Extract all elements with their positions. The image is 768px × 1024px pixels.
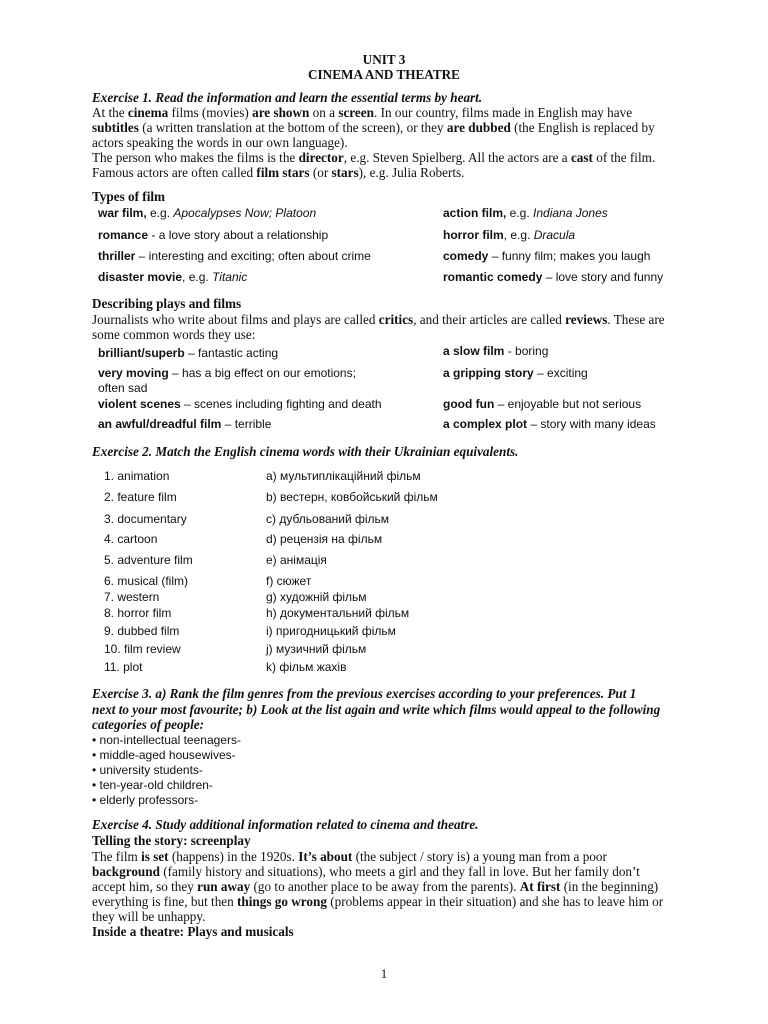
audience-list: [92, 733, 241, 808]
text-run: 9. dubbed film: [104, 624, 180, 638]
text-run: e.g.: [506, 206, 534, 220]
text-run: films (movies): [168, 105, 253, 120]
text-run: a) мультиплікаційний фільм: [266, 469, 421, 483]
text-run: – story with many ideas: [527, 417, 656, 431]
text-line: [92, 849, 722, 864]
text-run: disaster movie: [98, 270, 183, 284]
english-term: [104, 624, 179, 639]
text-run: (problems appear in their situation) and she has to leave him or: [326, 894, 664, 909]
text-run: action film,: [443, 206, 507, 220]
text-run: Dracula: [533, 228, 576, 242]
text-run: Apocalypses Now; Platoon: [173, 206, 317, 220]
text-run: a complex plot: [443, 417, 528, 431]
text-line: [92, 105, 722, 120]
english-term: [104, 590, 159, 605]
english-term: [104, 606, 171, 621]
film-type-item: [443, 249, 650, 264]
text-run: 11. plot: [104, 660, 143, 674]
ukrainian-term: [266, 512, 389, 527]
text-run: is set: [141, 849, 169, 864]
text-run: a slow film: [443, 344, 505, 358]
text-run: (or: [309, 165, 332, 180]
text-run: stars: [331, 165, 359, 180]
list-item: • university students-: [92, 763, 203, 777]
screenplay-paragraph: [92, 849, 722, 924]
text-run: romantic comedy: [443, 270, 543, 284]
description-term: [443, 344, 548, 359]
ukrainian-term: [266, 624, 396, 639]
text-run: , e.g. Steven Spielberg. All the actors are a: [343, 150, 571, 165]
exercise-1-heading: Exercise 1. Read the information and learn the essential terms by heart.: [92, 90, 483, 105]
english-term: [104, 532, 157, 547]
ukrainian-term: [266, 660, 346, 675]
exercise-3-heading-line-3: categories of people:: [92, 717, 205, 732]
describing-heading: Describing plays and films: [92, 296, 242, 311]
text-run: At first: [519, 879, 561, 894]
list-item: • ten-year-old children-: [92, 778, 213, 792]
text-run: , e.g.: [182, 270, 213, 284]
text-run: things go wrong: [237, 894, 327, 909]
text-run: h) документальний фільм: [266, 606, 410, 620]
film-type-item: [98, 270, 247, 285]
film-type-item: [443, 228, 575, 243]
text-run: , and their articles are called: [413, 312, 566, 327]
exercise-3-heading-line-2: next to your most favourite; b) Look at the list again and write which films would appeal to the following: [92, 702, 661, 717]
text-run: g) художній фільм: [266, 590, 367, 604]
text-run: – interesting and exciting; often about crime: [135, 249, 371, 263]
english-term: [104, 660, 142, 675]
description-term: [98, 397, 382, 412]
text-run: director: [298, 150, 344, 165]
text-run: often sad: [98, 381, 148, 395]
text-run: brilliant/superb: [98, 346, 185, 360]
english-term: [104, 642, 181, 657]
film-type-item: [98, 249, 371, 264]
text-run: 10. film review: [104, 642, 181, 656]
text-run: Indiana Jones: [533, 206, 608, 220]
text-run: comedy: [443, 249, 489, 263]
exercise-4-heading: Exercise 4. Study additional information related to cinema and theatre.: [92, 817, 479, 832]
text-run: actors speaking the words in our own language).: [92, 135, 348, 150]
description-term: [443, 417, 656, 432]
text-run: (a written translation at the bottom of the screen), or they: [138, 120, 447, 135]
text-run: - a love story about a relationship: [148, 228, 329, 242]
text-run: screen: [338, 105, 374, 120]
text-run: (the English is replaced by: [510, 120, 655, 135]
text-run: a gripping story: [443, 366, 534, 380]
text-line: [92, 150, 722, 165]
text-line: [92, 864, 722, 879]
text-run: Famous actors are often called: [92, 165, 257, 180]
text-run: j) музичний фільм: [266, 642, 367, 656]
text-run: romance: [98, 228, 149, 242]
english-term: [104, 553, 193, 568]
text-run: . These are: [607, 312, 665, 327]
text-run: 4. cartoon: [104, 532, 158, 546]
text-run: – fantastic acting: [184, 346, 279, 360]
text-run: . In our country, films made in English may have: [373, 105, 633, 120]
text-line: [92, 312, 722, 327]
text-run: an awful/dreadful film: [98, 417, 222, 431]
list-item: • middle-aged housewives-: [92, 748, 236, 762]
page-title: CINEMA AND THEATRE: [308, 67, 460, 82]
text-run: ), e.g. Julia Roberts.: [358, 165, 465, 180]
text-run: c) дубльований фільм: [266, 512, 390, 526]
text-run: violent scenes: [98, 397, 181, 411]
text-run: cinema: [127, 105, 169, 120]
english-term: [104, 490, 177, 505]
text-run: (family history and situations), who meets a girl and they fall in love. But her family don’t: [159, 864, 640, 879]
text-line: [92, 879, 722, 894]
text-line: [92, 894, 722, 909]
text-run: on a: [309, 105, 339, 120]
screenplay-heading: Telling the story: screenplay: [92, 833, 251, 848]
text-run: 6. musical (film): [104, 574, 189, 588]
ukrainian-term: [266, 606, 409, 621]
text-run: i) пригодницький фільм: [266, 624, 396, 638]
text-run: At the: [92, 105, 128, 120]
exercise-1-intro: [92, 105, 722, 180]
text-run: some common words they use:: [92, 327, 256, 342]
english-term: [104, 512, 187, 527]
text-run: The film: [92, 849, 142, 864]
list-item: • elderly professors-: [92, 793, 199, 807]
description-term: [443, 366, 588, 381]
description-term: [98, 366, 356, 381]
text-run: f) сюжет: [266, 574, 312, 588]
text-run: – has a big effect on our emotions;: [168, 366, 356, 380]
english-term: [104, 469, 169, 484]
text-run: (happens) in the 1920s.: [168, 849, 299, 864]
text-run: run away: [197, 879, 251, 894]
text-run: (the subject / story is) a young man from a poor: [352, 849, 607, 864]
ukrainian-term: [266, 553, 327, 568]
text-run: reviews: [565, 312, 608, 327]
text-line: [92, 135, 722, 150]
text-run: (go to another place to be away from the parents).: [250, 879, 520, 894]
text-run: The person who makes the films is the: [92, 150, 299, 165]
text-run: e) анімація: [266, 553, 327, 567]
text-run: b) вестерн, ковбойський фільм: [266, 490, 438, 504]
text-run: , e.g.: [503, 228, 534, 242]
text-run: good fun: [443, 397, 495, 411]
text-run: – exciting: [533, 366, 588, 380]
description-term: [443, 397, 641, 412]
text-run: subtitles: [92, 120, 139, 135]
text-run: 5. adventure film: [104, 553, 193, 567]
film-type-item: [98, 228, 328, 243]
text-run: everything is fine, but then: [92, 894, 238, 909]
text-run: very moving: [98, 366, 169, 380]
text-run: 8. horror film: [104, 606, 172, 620]
text-run: Titanic: [212, 270, 248, 284]
film-type-item: [443, 206, 608, 221]
exercise-2-heading: Exercise 2. Match the English cinema words with their Ukrainian equivalents.: [92, 444, 519, 459]
text-run: e.g.: [146, 206, 174, 220]
ukrainian-term: [266, 469, 421, 484]
text-line: [92, 165, 722, 180]
text-run: film stars: [256, 165, 310, 180]
description-term: [98, 381, 147, 396]
text-run: (in the beginning): [560, 879, 659, 894]
text-line: [92, 120, 722, 135]
text-run: 3. documentary: [104, 512, 187, 526]
text-run: background: [92, 864, 160, 879]
text-run: - boring: [504, 344, 549, 358]
ukrainian-term: [266, 590, 367, 605]
types-of-film-heading: Types of film: [92, 189, 166, 204]
text-run: 2. feature film: [104, 490, 177, 504]
unit-label: UNIT 3: [362, 52, 406, 67]
ukrainian-term: [266, 532, 382, 547]
describing-intro: [92, 312, 722, 342]
ukrainian-term: [266, 490, 438, 505]
text-run: d) рецензія на фільм: [266, 532, 383, 546]
text-run: thriller: [98, 249, 136, 263]
text-run: – terrible: [221, 417, 272, 431]
ukrainian-term: [266, 642, 366, 657]
list-item: • non-intellectual teenagers-: [92, 733, 241, 747]
text-run: they will be unhappy.: [92, 909, 206, 924]
text-run: critics: [378, 312, 414, 327]
english-term: [104, 574, 188, 589]
film-type-item: [443, 270, 663, 285]
film-type-item: [98, 206, 316, 221]
text-line: [92, 909, 722, 924]
page-number: 1: [380, 966, 388, 981]
text-run: cast: [570, 150, 593, 165]
exercise-3-heading-line-1: Exercise 3. a) Rank the film genres from the previous exercises according to your preferences. Put 1: [92, 686, 637, 701]
text-line: [92, 327, 722, 342]
ukrainian-term: [266, 574, 311, 589]
text-run: war film,: [98, 206, 147, 220]
text-run: are dubbed: [446, 120, 511, 135]
text-run: Journalists who write about films and plays are called: [92, 312, 379, 327]
text-run: – enjoyable but not serious: [494, 397, 642, 411]
text-run: k) фільм жахів: [266, 660, 347, 674]
text-run: It’s about: [298, 849, 353, 864]
text-run: – funny film; makes you laugh: [488, 249, 651, 263]
text-run: horror film: [443, 228, 504, 242]
text-run: – love story and funny: [542, 270, 664, 284]
theatre-heading: Inside a theatre: Plays and musicals: [92, 924, 294, 939]
text-run: of the film.: [592, 150, 656, 165]
text-run: 1. animation: [104, 469, 170, 483]
description-term: [98, 346, 278, 361]
text-run: 7. western: [104, 590, 160, 604]
text-run: are shown: [252, 105, 310, 120]
text-run: – scenes including fighting and death: [180, 397, 382, 411]
description-term: [98, 417, 271, 432]
text-run: accept him, so they: [92, 879, 198, 894]
